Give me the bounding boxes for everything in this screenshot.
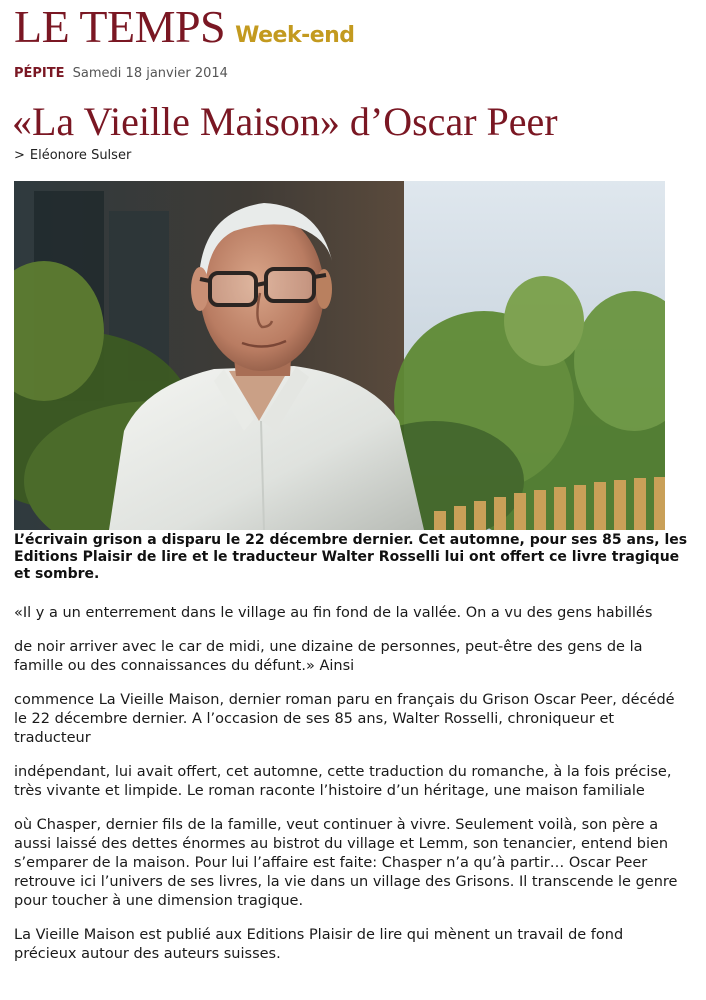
- byline: [14, 148, 131, 163]
- newspaper-logo[interactable]: LE TEMPS: [14, 1, 226, 52]
- article-paragraph: de noir arriver avec le car de midi, une dizaine de personnes, peut-être des gens de la famille ou des connaissances du défunt.» Ainsi: [14, 639, 643, 674]
- article-paragraph: La Vieille Maison est publié aux Editions Plaisir de lire qui mènent un travail de fond précieux autour des auteurs suisses.: [14, 927, 624, 962]
- photo-caption: L’écrivain grison a disparu le 22 décembre dernier. Cet automne, pour ses 85 ans, les Editions Plaisir de lire et le traducteur Walter Rosselli lui ont offert ce livre tragique et sombre.: [14, 532, 688, 582]
- portrait-photo-illustration: [14, 181, 665, 530]
- article-title: «La Vieille Maison» d’Oscar Peer: [12, 99, 558, 144]
- article-photo: [14, 181, 665, 530]
- article-meta: [14, 66, 228, 81]
- article-body: [14, 604, 690, 979]
- byline-arrow-icon: >: [14, 148, 25, 163]
- masthead: [14, 2, 355, 52]
- rubric-link[interactable]: PÉPITE: [14, 66, 65, 81]
- author-link[interactable]: Eléonore Sulser: [29, 148, 132, 163]
- publication-date: Samedi 18 janvier 2014: [72, 66, 228, 81]
- article-paragraph: où Chasper, dernier fils de la famille, veut continuer à vivre. Seulement voilà, son père a aussi laissé des dettes énormes au bistrot du village et Lemm, son tenancier, entend bien s’emparer de la maison. Pour lui l’affaire est faite: Chasper n’a qu’à partir… Oscar Peer retrouve ici l’univers de ses livres, la vie dans un village des Grisons. Il transcende le genre pour toucher à une dimension tragique.: [14, 817, 678, 909]
- article-paragraph: commence La Vieille Maison, dernier roman paru en français du Grison Oscar Peer, décédé le 22 décembre dernier. A l’occasion de ses 85 ans, Walter Rosselli, chroniqueur et traducteur: [14, 692, 675, 746]
- edition-label: Week-end: [235, 23, 355, 48]
- article-paragraph: indépendant, lui avait offert, cet automne, cette traduction du romanche, à la fois précise, très vivante et limpide. Le roman raconte l’histoire d’un héritage, une maison familiale: [14, 764, 672, 799]
- article-paragraph: «Il y a un enterrement dans le village au fin fond de la vallée. On a vu des gens habillés: [14, 605, 653, 621]
